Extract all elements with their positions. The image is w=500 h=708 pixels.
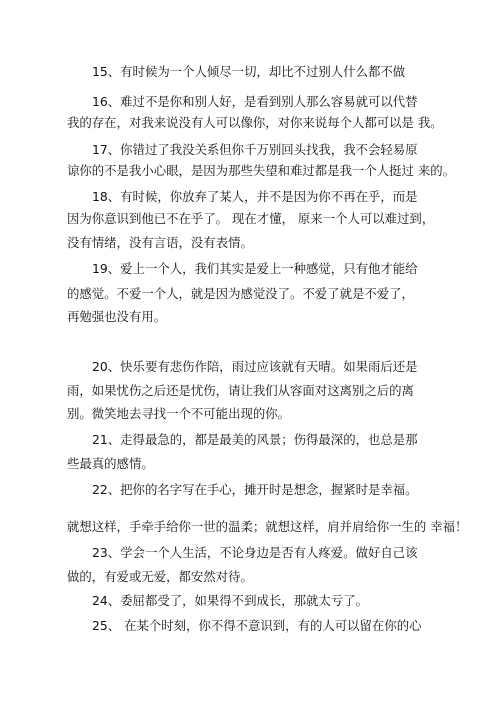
- text-line: 没有情绪，没有言语，没有表情。: [67, 235, 253, 250]
- text-line: 别。微笑地去寻找一个不可能出现的你。: [67, 406, 291, 421]
- text-line: 我的存在，对我来说没有人可以像你，对你来说每个人都可以是 我。: [67, 115, 443, 130]
- text-line: 谅你的不是我小心眼，是因为那些失望和难过都是我一个人挺过 来的。: [67, 163, 456, 178]
- text-line: 20、快乐要有悲伤作陪，雨过应该就有天晴。如果雨后还是: [92, 359, 418, 374]
- text-line: 21、走得最急的，都是最美的风景；伤得最深的，也总是那: [92, 432, 418, 447]
- text-line: 22、把你的名字写在手心，摊开时是想念，握紧时是幸福。: [92, 482, 418, 497]
- text-line: 些最真的感情。: [67, 456, 154, 471]
- text-line: 18、有时候，你放弃了某人，并不是因为你不再在乎，而是: [92, 189, 418, 204]
- text-line: 16、难过不是你和别人好，是看到别人那么容易就可以代替: [92, 94, 418, 109]
- text-line: 15、有时候为一个人倾尽一切，却比不过别人什么都不做: [92, 64, 406, 79]
- text-line: 再勉强也没有用。: [67, 309, 167, 324]
- text-line: 就想这样，手牵手给你一世的温柔；就想这样，肩并肩给你一生的 幸福！: [67, 519, 468, 534]
- text-line: 17、你错过了我没关系但你千万别回头找我，我不会轻易原: [92, 142, 418, 157]
- text-line: 25、 在某个时刻，你不得不意识到，有的人可以留在你的心: [92, 618, 422, 633]
- text-line: 19、爱上一个人，我们其实是爱上一种感觉，只有他才能给: [92, 261, 418, 276]
- text-line: 24、委屈都受了，如果得不到成长，那就太亏了。: [92, 593, 368, 608]
- text-line: 23、学会一个人生活，不论身边是否有人疼爱。做好自己该: [92, 545, 418, 560]
- text-line: 雨，如果忧伤之后还是忧伤，请让我们从容面对这离别之后的离: [67, 383, 414, 398]
- text-line: 做的，有爱或无爱，都安然对待。: [67, 569, 253, 584]
- text-line: 因为你意识到他已不在乎了。 现在才懂， 原来一个人可以难过到，: [67, 211, 435, 226]
- text-line: 的感觉。不爱一个人，就是因为感觉没了。不爱了就是不爱了，: [67, 286, 414, 301]
